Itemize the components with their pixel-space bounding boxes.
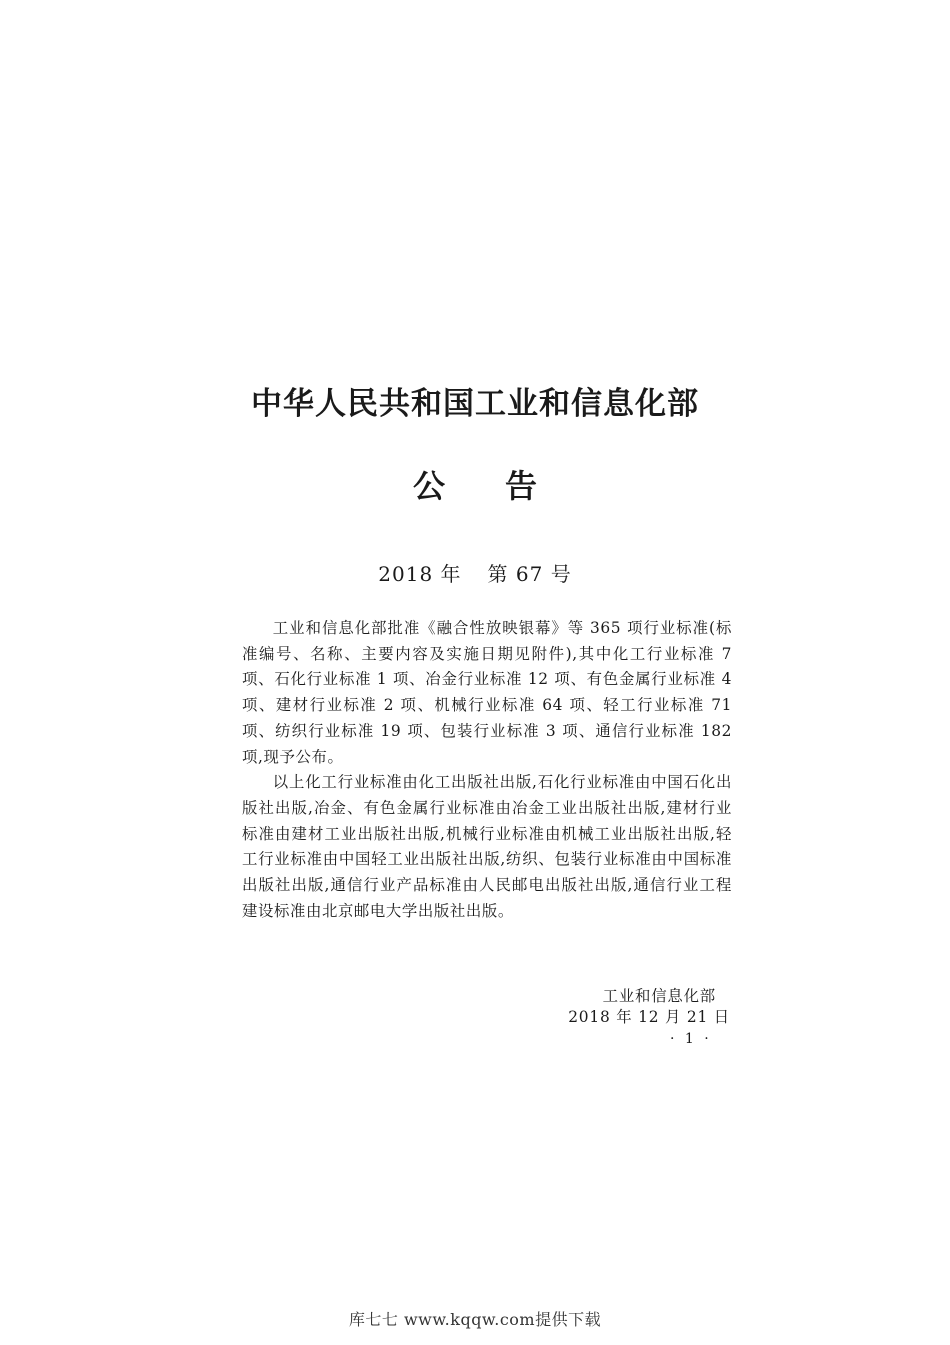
ministry-title: 中华人民共和国工业和信息化部 — [251, 386, 699, 422]
document-issue-number: 第 67 号 — [487, 562, 572, 586]
page-number: · 1 · — [670, 1031, 712, 1047]
signature-block — [568, 986, 730, 1028]
announcement-body — [242, 616, 732, 924]
document-type-title: 公告 — [412, 467, 597, 505]
signing-date: 2018 年 12 月 21 日 — [568, 1008, 730, 1026]
signing-organization: 工业和信息化部 — [602, 987, 716, 1005]
document-number — [0, 560, 950, 588]
body-paragraph-1: 工业和信息化部批准《融合性放映银幕》等 365 项行业标准(标准编号、名称、主要内容及实施日期见附件),其中化工行业标准 7 项、石化行业标准 1 项、冶金行业标准 12 项、有色金属行业标准 4 项、建材行业标准 2 项、机械行业标准 64 项、轻工行业标准 71 项、纺织行业标准 19 项、包装行业标准 3 项、通信行业标准 182 项,现予公布。 — [242, 619, 732, 766]
body-paragraph-2: 以上化工行业标准由化工出版社出版,石化行业标准由中国石化出版社出版,冶金、有色金属行业标准由冶金工业出版社出版,建材行业标准由建材工业出版社出版,机械行业标准由机械工业出版社出版,轻工行业标准由中国轻工业出版社出版,纺织、包装行业标准由中国标准出版社出版,通信行业产品标准由人民邮电出版社出版,通信行业工程建设标准由北京邮电大学出版社出版。 — [242, 773, 732, 920]
document-year: 2018 年 — [378, 562, 462, 586]
download-watermark: 库七七 www.kqqw.com提供下载 — [348, 1310, 602, 1329]
